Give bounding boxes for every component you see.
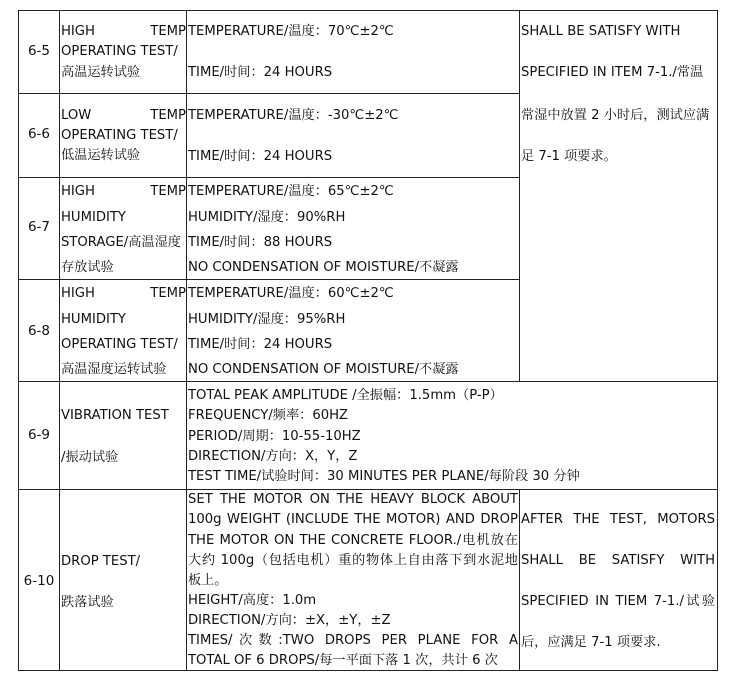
test-condition: TEMPERATURE/温度：65℃±2℃	[188, 184, 394, 199]
test-name-line: 跌落试验	[61, 595, 114, 610]
test-condition: TIME/时间：88 HOURS	[188, 235, 333, 250]
test-condition: TIME/时间：24 HOURS	[188, 149, 333, 164]
test-condition: DIRECTION/方向：X，Y，Z	[188, 449, 358, 464]
test-name-line: 高温运转试验	[61, 65, 141, 80]
test-condition: HUMIDITY/湿度：90%RH	[188, 210, 346, 225]
requirement-text: 足 7-1 项要求。	[521, 149, 617, 164]
test-name-line: VIBRATION TEST	[61, 408, 169, 423]
test-number: 6-9	[27, 427, 51, 443]
requirement-text: SPECIFIED IN ITEM 7-1./常温	[521, 65, 704, 80]
test-condition: DIRECTION/方向：±X，±Y，±Z	[188, 613, 391, 628]
test-condition: NO CONDENSATION OF MOISTURE/不凝露	[188, 362, 459, 377]
test-condition: TIMES/次数:TWO DROPS PER PLANE FOR A	[188, 633, 518, 648]
test-name-line: STORAGE/高温湿度	[61, 235, 181, 250]
test-condition: TIME/时间：24 HOURS	[188, 337, 333, 352]
test-name-line: HIGH TEMP	[61, 184, 186, 199]
column-divider	[519, 489, 520, 670]
test-condition: TEMPERATURE/温度：-30℃±2℃	[188, 108, 399, 123]
test-number: 6-10	[23, 573, 55, 589]
test-number: 6-5	[27, 43, 51, 59]
test-condition: 大约 100g（包括电机）重的物体上自由落下到水泥地	[188, 553, 518, 568]
test-name-line: HIGH TEMP	[61, 24, 186, 39]
test-condition: PERIOD/周期：10-55-10HZ	[188, 429, 361, 444]
test-condition: TOTAL OF 6 DROPS/每一平面下落 1 次，共计 6 次	[188, 653, 498, 668]
test-name-line: HIGH TEMP	[61, 286, 186, 301]
column-divider	[519, 11, 520, 381]
test-name-line: /振动试验	[61, 450, 119, 465]
test-condition: THE MOTOR ON THE CONCRETE FLOOR./电机放在	[188, 533, 518, 548]
row-divider	[19, 177, 519, 178]
requirement-text: 常湿中放置 2 小时后，测试应满	[521, 108, 710, 123]
test-name-line: OPERATING TEST/	[61, 128, 178, 143]
test-condition: TEMPERATURE/温度：70℃±2℃	[188, 24, 394, 39]
test-condition: FREQUENCY/频率：60HZ	[188, 408, 349, 423]
test-condition: 板上。	[188, 573, 228, 588]
test-condition: NO CONDENSATION OF MOISTURE/不凝露	[188, 260, 459, 275]
test-condition: 100g WEIGHT (INCLUDE THE MOTOR) AND DROP	[188, 512, 518, 527]
test-condition: HUMIDITY/湿度：95%RH	[188, 312, 346, 327]
test-number: 6-8	[27, 323, 51, 339]
row-divider	[19, 279, 519, 280]
requirement-text: 后，应满足 7-1 项要求.	[521, 635, 661, 650]
row-divider	[19, 381, 717, 382]
requirement-text: SHALL BE SATISFY WITH	[521, 24, 681, 39]
test-name-line: HUMIDITY	[61, 210, 126, 225]
test-name-line: 低温运转试验	[61, 148, 141, 163]
requirement-text: SHALL BE SATISFY WITH	[521, 553, 715, 568]
requirement-text: SPECIFIED IN TIEM 7-1./试验	[521, 594, 715, 609]
test-specification-table	[18, 10, 718, 671]
test-name-line: OPERATING TEST/	[61, 44, 178, 59]
column-divider	[59, 11, 60, 670]
test-condition: TIME/时间：24 HOURS	[188, 65, 333, 80]
test-name-line: 存放试验	[61, 260, 114, 275]
test-name-line: 高温湿度运转试验	[61, 362, 167, 377]
row-divider	[19, 93, 519, 94]
test-condition: TEMPERATURE/温度：60℃±2℃	[188, 286, 394, 301]
test-name-line: HUMIDITY	[61, 312, 126, 327]
test-condition: HEIGHT/高度：1.0m	[188, 593, 317, 608]
test-condition: SET THE MOTOR ON THE HEAVY BLOCK ABOUT	[188, 492, 518, 507]
requirement-text: AFTER THE TEST, MOTORS	[521, 512, 715, 527]
test-condition: TOTAL PEAK AMPLITUDE /全振幅：1.5mm（P-P）	[188, 388, 503, 403]
test-name-line: DROP TEST/	[61, 554, 141, 569]
column-divider	[186, 11, 187, 670]
test-number: 6-7	[27, 219, 51, 235]
test-name-line: OPERATING TEST/	[61, 337, 178, 352]
test-name-line: LOW TEMP	[61, 108, 186, 123]
test-number: 6-6	[27, 126, 51, 142]
test-condition: TEST TIME/试验时间：30 MINUTES PER PLANE/每阶段 30 分钟	[188, 469, 580, 484]
